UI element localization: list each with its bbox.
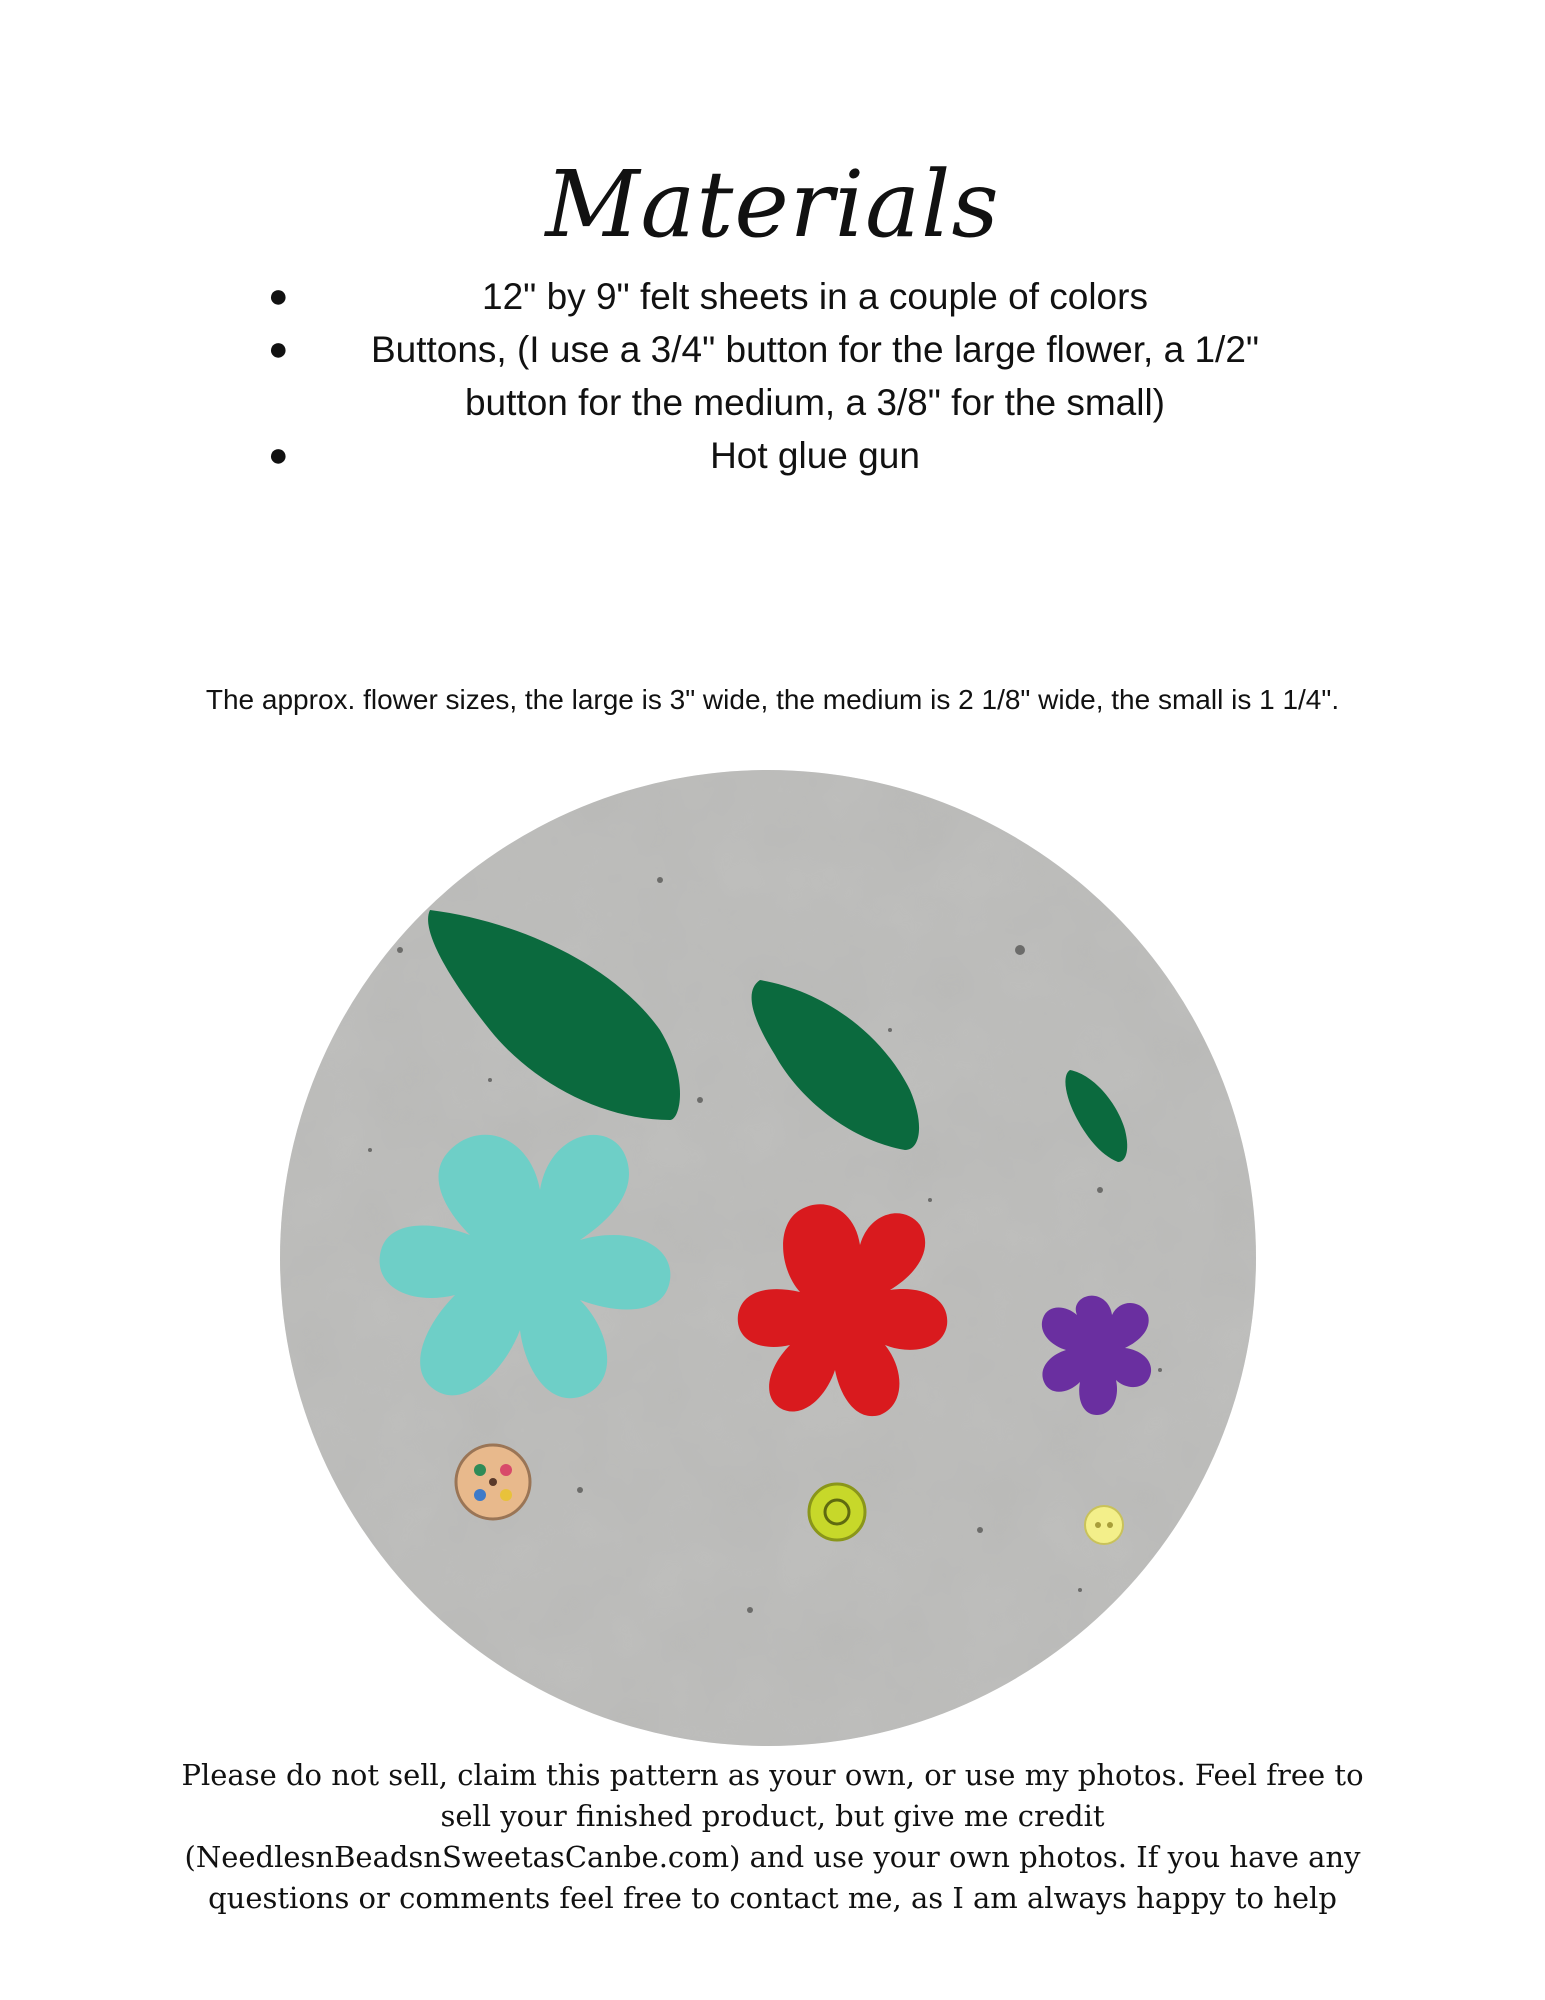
flower-sizes-note: The approx. flower sizes, the large is 3" wide, the medium is 2 1/8" wide, the small is 1 1/4". — [205, 684, 1340, 715]
materials-item — [250, 429, 1300, 482]
medium-button — [809, 1484, 865, 1540]
materials-list — [250, 270, 1300, 482]
usage-disclaimer: Please do not sell, claim this pattern as your own, or use my photos. Feel free to sell your finished product, but give me credit (NeedlesnBeadsnSweetasCanbe.com) and use your own photos. If you have any questions or comments feel free to contact me, as I am always happy to help — [181, 1758, 1364, 1915]
bullet-icon: ● — [268, 436, 289, 474]
materials-item-text: Buttons, (I use a 3/4" button for the large flower, a 1/2" button for the medium, a 3/8" for the small) — [370, 329, 1260, 423]
materials-item-text: Hot glue gun — [710, 435, 920, 476]
small-button — [1085, 1506, 1123, 1544]
felt-pieces-photo — [280, 770, 1256, 1746]
materials-item-text: 12" by 9" felt sheets in a couple of colors — [482, 276, 1148, 317]
large-button — [456, 1445, 530, 1519]
bullet-icon: ● — [268, 277, 289, 315]
bullet-icon: ● — [268, 330, 289, 368]
materials-item — [250, 270, 1300, 323]
photo-illustration — [280, 770, 1256, 1746]
materials-item — [250, 323, 1300, 429]
page-title: Materials — [545, 151, 1000, 258]
